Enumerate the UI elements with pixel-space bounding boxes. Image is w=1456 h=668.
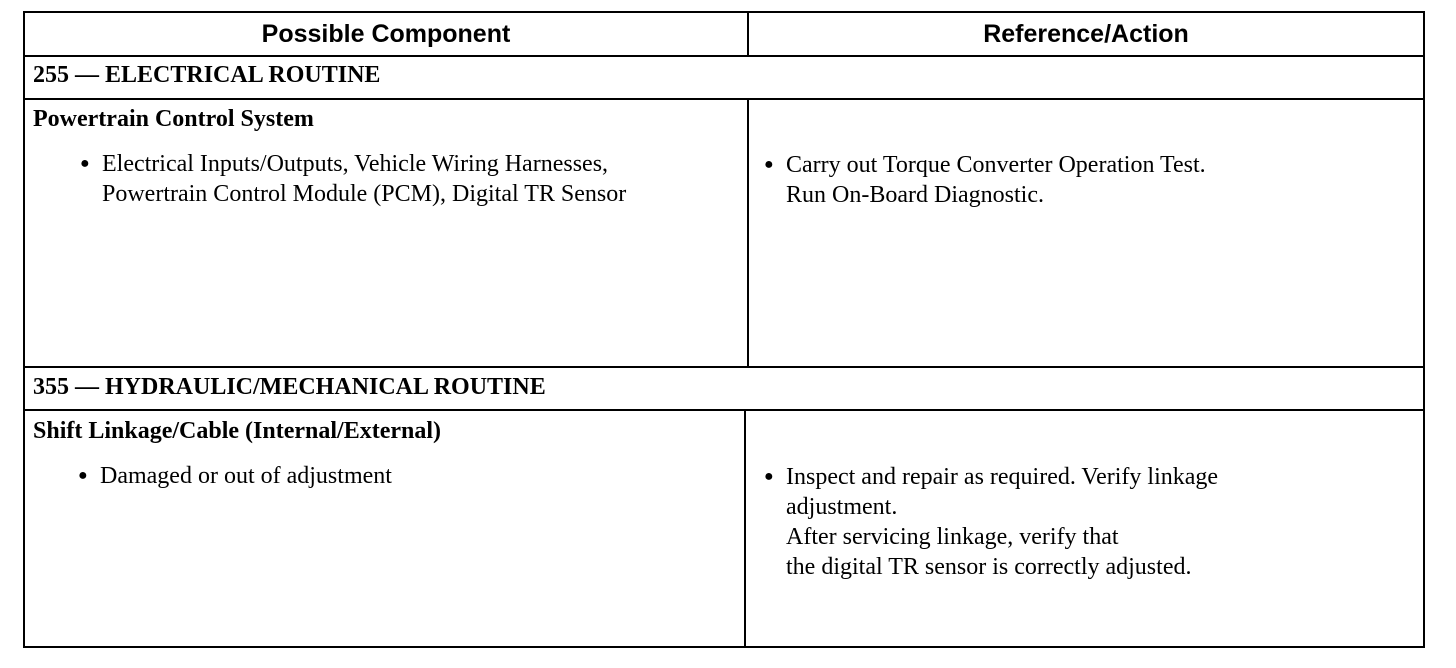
section1-column-divider bbox=[747, 98, 749, 368]
action-bullet-linkage bbox=[764, 462, 1218, 582]
action-line: Carry out Torque Converter Operation Test. bbox=[786, 152, 1206, 178]
bullet-icon: ● bbox=[78, 467, 88, 484]
section2-top-divider bbox=[23, 366, 1425, 368]
action-line: Run On-Board Diagnostic. bbox=[786, 182, 1044, 208]
component-line: Damaged or out of adjustment bbox=[100, 463, 392, 489]
section2-column-divider bbox=[744, 409, 746, 648]
bullet-icon: ● bbox=[764, 468, 774, 485]
action-line: adjustment. bbox=[786, 494, 898, 520]
component-bullet-electrical bbox=[80, 149, 626, 209]
component-line: Electrical Inputs/Outputs, Vehicle Wiring Harnesses, bbox=[102, 151, 609, 177]
section-title-electrical: 255 — ELECTRICAL ROUTINE bbox=[33, 62, 381, 88]
section-title-hydraulic: 355 — HYDRAULIC/MECHANICAL ROUTINE bbox=[33, 374, 546, 400]
header-reference-action: Reference/Action bbox=[983, 19, 1189, 48]
action-line: the digital TR sensor is correctly adjusted. bbox=[786, 554, 1192, 580]
component-title-shift-linkage: Shift Linkage/Cable (Internal/External) bbox=[33, 418, 442, 444]
action-bullet-electrical bbox=[764, 150, 1206, 210]
header-possible-component: Possible Component bbox=[261, 19, 511, 48]
section2-title-divider bbox=[23, 409, 1425, 411]
action-line: Inspect and repair as required. Verify linkage bbox=[786, 464, 1219, 490]
header-divider bbox=[23, 55, 1425, 57]
component-line: Powertrain Control Module (PCM), Digital TR Sensor bbox=[102, 181, 627, 207]
bullet-icon: ● bbox=[764, 156, 774, 173]
section1-title-divider bbox=[23, 98, 1425, 100]
bullet-icon: ● bbox=[80, 155, 90, 172]
component-bullet-linkage bbox=[78, 461, 392, 491]
action-line: After servicing linkage, verify that bbox=[786, 524, 1119, 550]
component-title-powertrain: Powertrain Control System bbox=[33, 106, 314, 132]
